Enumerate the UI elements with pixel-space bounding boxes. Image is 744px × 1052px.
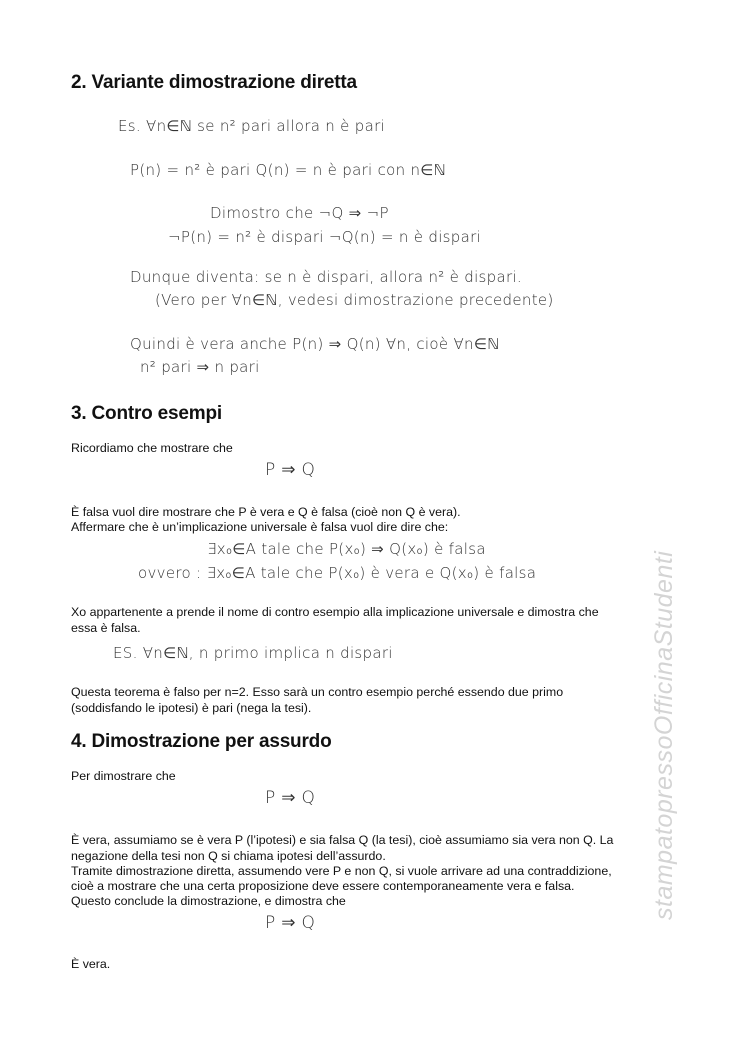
paragraph: Questo conclude la dimostrazione, e dimostra che xyxy=(71,894,346,908)
handwritten-line: n² pari ⇒ n pari xyxy=(140,358,260,376)
handwritten-line: ¬P(n) = n² è dispari ¬Q(n) = n è dispari xyxy=(168,228,482,246)
handwritten-formula: P ⇒ Q xyxy=(265,913,316,933)
section-4-title: 4. Dimostrazione per assurdo xyxy=(71,731,332,752)
paragraph: Ricordiamo che mostrare che xyxy=(71,441,233,455)
handwritten-line: P(n) = n² è pari Q(n) = n è pari con n∈ℕ xyxy=(130,161,446,179)
watermark: stampatopressoOfficinaStudenti xyxy=(650,550,678,920)
handwritten-line: ovvero : ∃x₀∈A tale che P(x₀) è vera e Q(x₀) è falsa xyxy=(138,564,537,582)
handwritten-line: ES. ∀n∈ℕ, n primo implica n dispari xyxy=(113,644,393,662)
paragraph: Questa teorema è falso per n=2. Esso sarà un contro esempio perché essendo due primo xyxy=(71,685,564,699)
handwritten-formula: P ⇒ Q xyxy=(265,460,316,480)
paragraph: È falsa vuol dire mostrare che P è vera e Q è falsa (cioè non Q è vera). xyxy=(71,505,461,519)
paragraph: negazione della tesi non Q si chiama ipotesi dell’assurdo. xyxy=(71,849,386,863)
handwritten-line: ∃x₀∈A tale che P(x₀) ⇒ Q(x₀) è falsa xyxy=(207,540,486,558)
handwritten-line: Es. ∀n∈ℕ se n² pari allora n è pari xyxy=(118,117,386,135)
paragraph: (soddisfando le ipotesi) è pari (nega la tesi). xyxy=(71,701,312,715)
section-3-title: 3. Contro esempi xyxy=(71,403,222,424)
paragraph: È vera. xyxy=(71,957,111,971)
section-2-title: 2. Variante dimostrazione diretta xyxy=(71,72,357,93)
handwritten-line: (Vero per ∀n∈ℕ, vedesi dimostrazione precedente) xyxy=(155,291,554,309)
paragraph: Per dimostrare che xyxy=(71,769,176,783)
paragraph: Tramite dimostrazione diretta, assumendo vere P e non Q, si vuole arrivare ad una contraddizione, xyxy=(71,864,612,878)
paragraph: cioè a mostrare che una certa proposizione deve essere contemporaneamente vera e falsa. xyxy=(71,879,575,893)
paragraph: Affermare che è un’implicazione universale è falsa vuol dire dire che: xyxy=(71,520,449,534)
handwritten-line: Dunque diventa: se n è dispari, allora n² è dispari. xyxy=(130,268,522,286)
handwritten-formula: P ⇒ Q xyxy=(265,788,316,808)
handwritten-line: Dimostro che ¬Q ⇒ ¬P xyxy=(210,204,389,222)
paragraph: È vera, assumiamo se è vera P (l’ipotesi) e sia falsa Q (la tesi), cioè assumiamo sia vera non Q. La xyxy=(71,833,614,847)
paragraph: Xo appartenente a prende il nome di contro esempio alla implicazione universale e dimostra che xyxy=(71,605,599,619)
handwritten-line: Quindi è vera anche P(n) ⇒ Q(n) ∀n, cioè ∀n∈ℕ xyxy=(130,335,500,353)
paragraph: essa è falsa. xyxy=(71,621,141,635)
